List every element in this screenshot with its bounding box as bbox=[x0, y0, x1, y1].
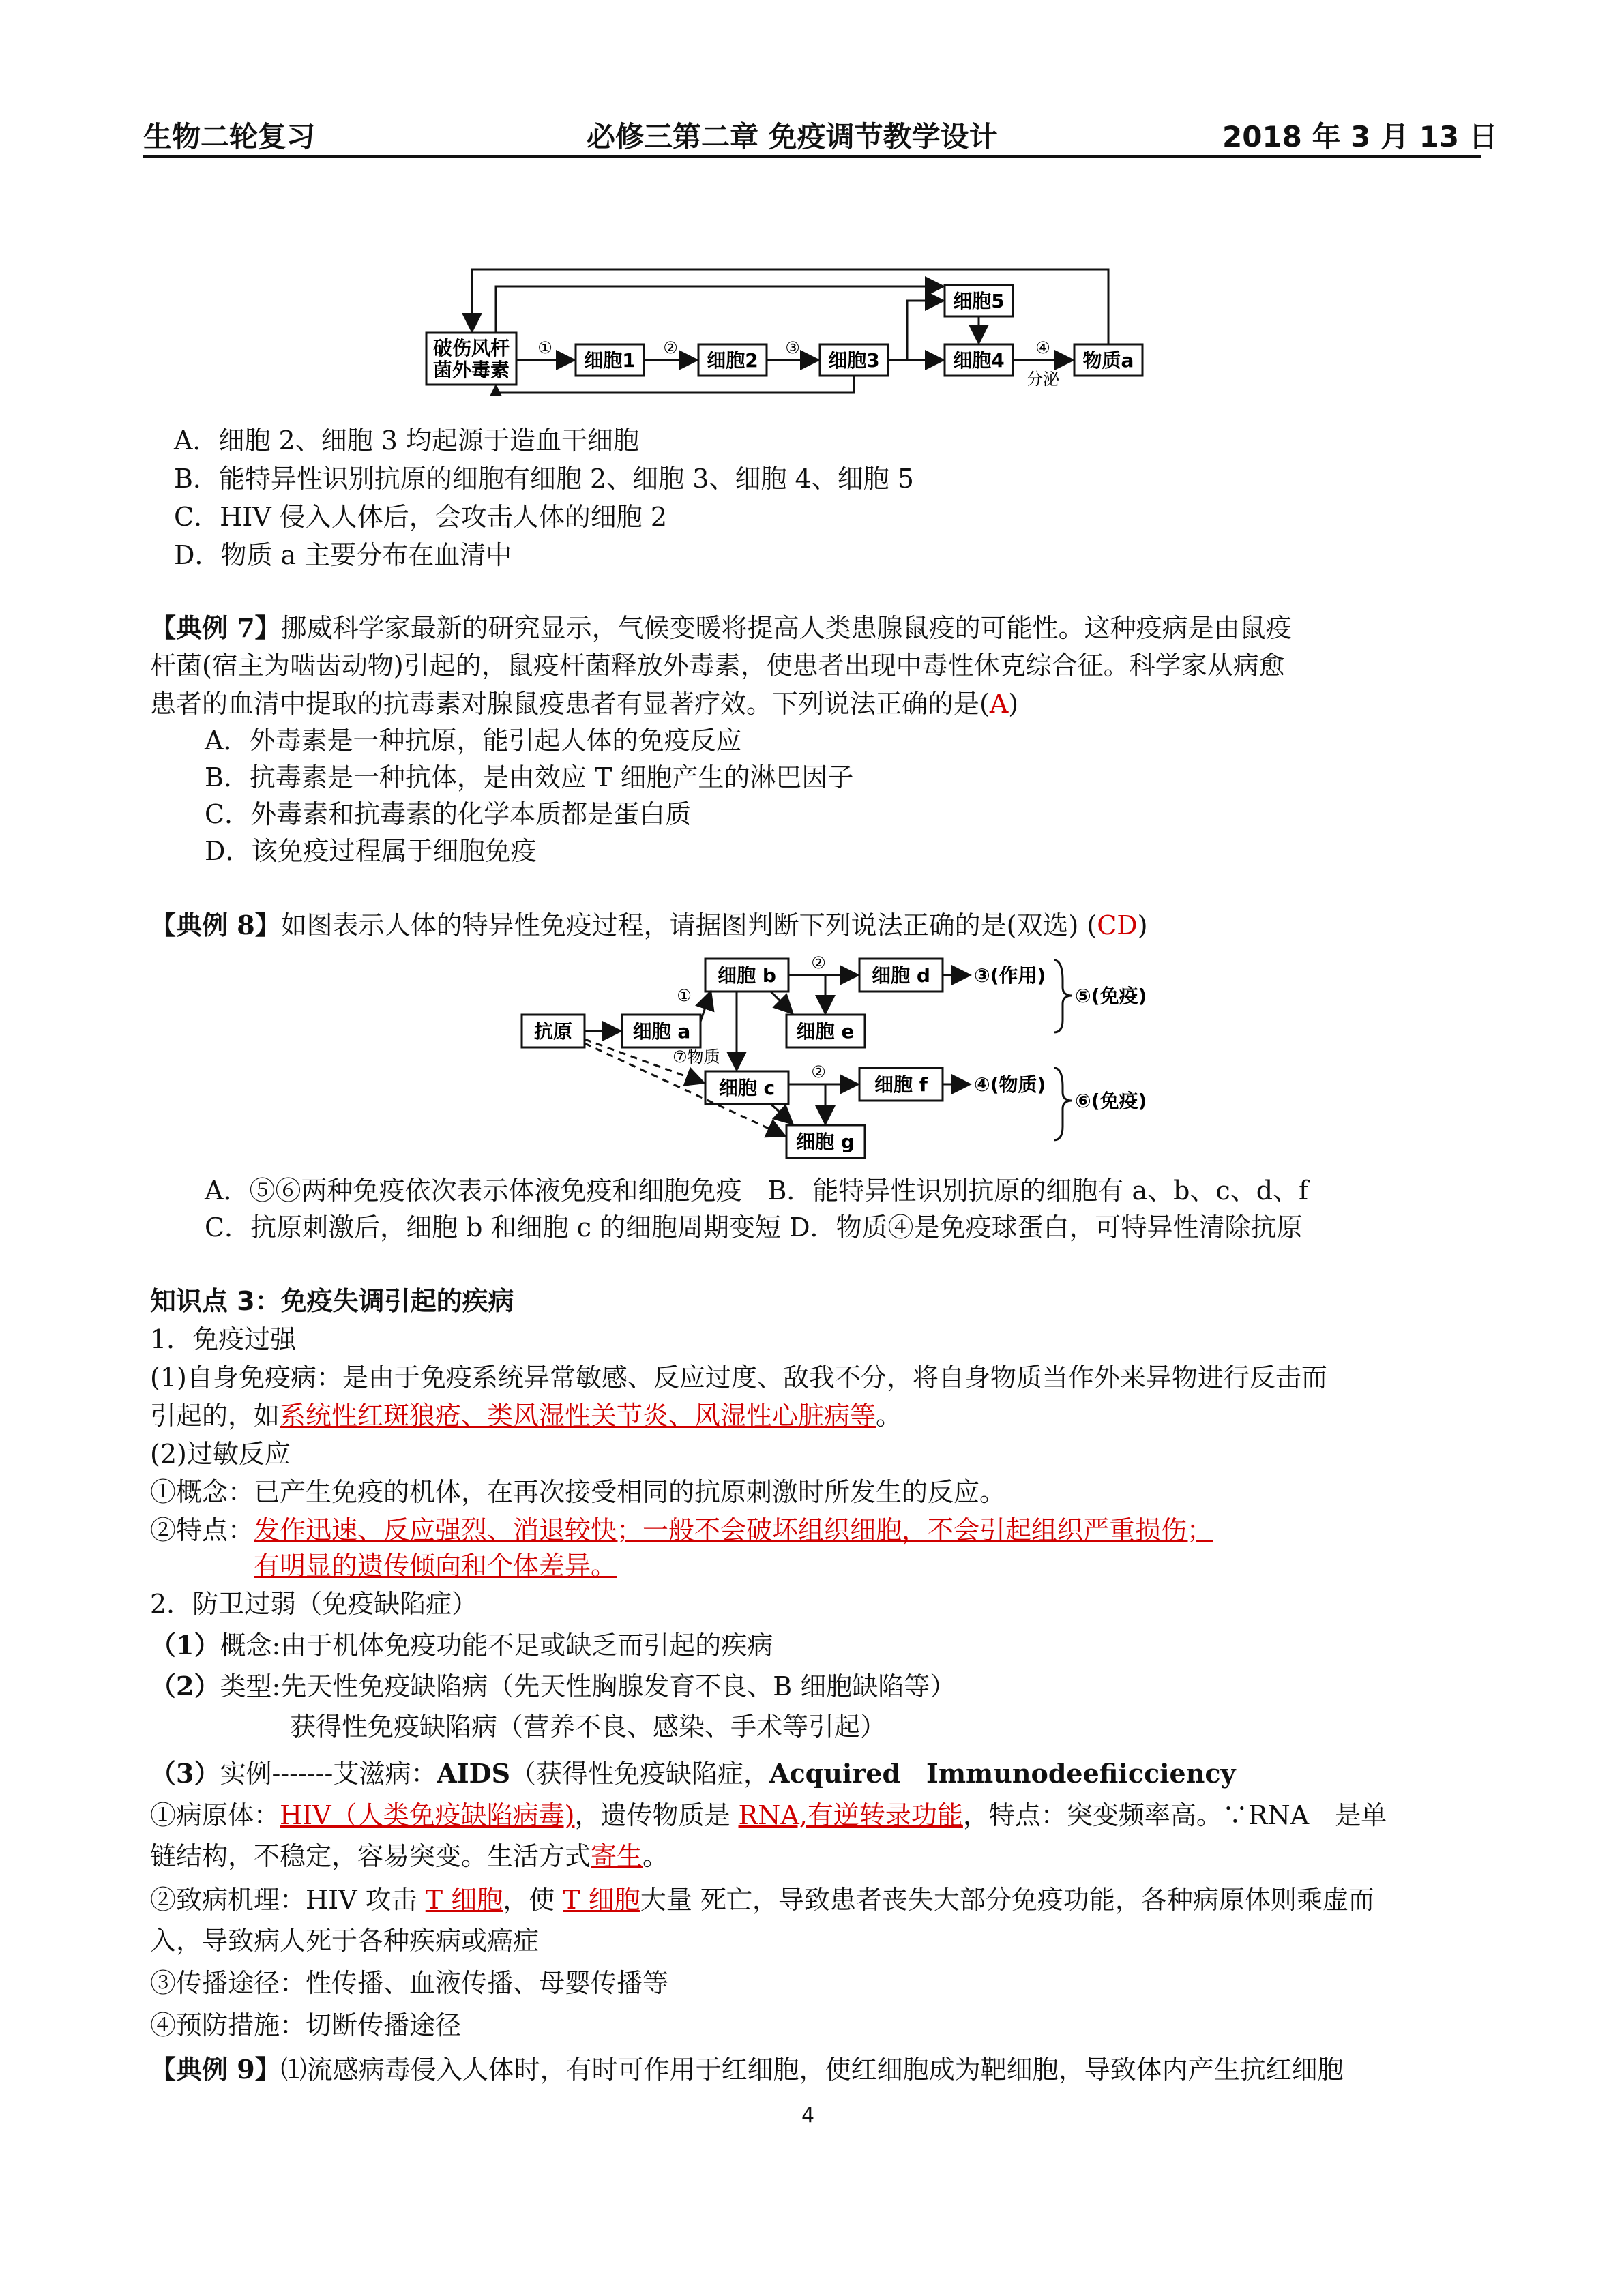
immune-diagram-1 bbox=[409, 259, 1173, 396]
cell-f-label: 细胞 f bbox=[874, 1073, 928, 1096]
header-right: 2018 年 3 月 13 日 bbox=[1222, 120, 1498, 153]
aids-example: （3）实例-------艾滋病：AIDS（获得性免疫缺陷症，Acquired Immunodeefiicciency bbox=[150, 1758, 1236, 1789]
q6-option-d: D．物质 a 主要分布在血清中 bbox=[174, 540, 512, 570]
kp3-section2: 2．防卫过弱（免疫缺陷症） bbox=[150, 1589, 478, 1619]
header-rule bbox=[143, 155, 1481, 158]
cell1-label: 细胞1 bbox=[584, 349, 636, 372]
secrete-label: 分泌 bbox=[1027, 370, 1059, 389]
step4: ④ bbox=[1035, 338, 1050, 357]
source-line1: 破伤风杆 bbox=[432, 337, 510, 359]
q9-label: 【典例 9】 bbox=[150, 2054, 281, 2085]
cell-a-label: 细胞 a bbox=[632, 1020, 691, 1043]
header-center: 必修三第二章 免疫调节教学设计 bbox=[587, 120, 998, 153]
cell-c-label: 细胞 c bbox=[718, 1077, 776, 1099]
pathogen-line2: 链结构，不稳定，容易突变。生活方式寄生。 bbox=[150, 1841, 669, 1871]
allergy-concept: ①概念：已产生免疫的机体，在再次接受相同的抗原刺激时所发生的反应。 bbox=[150, 1477, 1006, 1507]
allergy-feature-line1: ②特点：发作迅速、反应强烈、消退较快；一般不会破坏组织细胞，不会引起组织严重损伤； bbox=[150, 1515, 1213, 1545]
cell-g-label: 细胞 g bbox=[796, 1131, 855, 1153]
antigen-label: 抗原 bbox=[533, 1020, 573, 1043]
step2: ② bbox=[663, 338, 678, 357]
cell2-label: 细胞2 bbox=[707, 349, 758, 372]
cell-e-label: 细胞 e bbox=[796, 1020, 855, 1043]
autoimmune-examples: 系统性红斑狼疮、类风湿性关节炎、风湿性心脏病等 bbox=[280, 1401, 876, 1431]
allergy-heading: (2)过敏反应 bbox=[150, 1439, 291, 1469]
q8-answer: CD bbox=[1097, 910, 1138, 940]
deficiency-concept: （1）概念:由于机体免疫功能不足或缺乏而引起的疾病 bbox=[150, 1630, 773, 1660]
q9-line: 【典例 9】⑴流感病毒侵入人体时，有时可作用于红细胞，使红细胞成为靶细胞，导致体内产生抗红细胞 bbox=[150, 2054, 1344, 2085]
q8-option-cd: C．抗原刺激后，细胞 b 和细胞 c 的细胞周期变短 D．物质④是免疫球蛋白，可特异性清除抗原 bbox=[205, 1212, 1303, 1242]
q7-line1: 【典例 7】挪威科学家最新的研究显示，气候变暖将提高人类患腺鼠疫的可能性。这种疫病是由鼠疫 bbox=[150, 612, 1292, 643]
mechanism-line2: 入，导致病人死于各种疾病或癌症 bbox=[150, 1926, 540, 1956]
q6-option-c: C．HIV 侵入人体后，会攻击人体的细胞 2 bbox=[174, 502, 668, 532]
cell-b-label: 细胞 b bbox=[718, 964, 776, 987]
num-4: ④(物质) bbox=[974, 1073, 1046, 1096]
cell5-label: 细胞5 bbox=[953, 290, 1005, 312]
autoimmune-line2: 引起的，如系统性红斑狼疮、类风湿性关节炎、风湿性心脏病等。 bbox=[150, 1401, 902, 1431]
q6-option-b: B．能特异性识别抗原的细胞有细胞 2、细胞 3、细胞 4、细胞 5 bbox=[174, 464, 914, 494]
num-5: ⑤(免疫) bbox=[1075, 985, 1147, 1007]
source-line2: 菌外毒素 bbox=[432, 359, 510, 381]
num-2-top: ② bbox=[811, 953, 826, 972]
q8-line: 【典例 8】如图表示人体的特异性免疫过程，请据图判断下列说法正确的是(双选) (CD) bbox=[150, 910, 1148, 940]
num-1: ① bbox=[677, 986, 692, 1005]
cell3-label: 细胞3 bbox=[828, 349, 880, 372]
autoimmune-line1: (1)自身免疫病：是由于免疫系统异常敏感、反应过度、敌我不分，将自身物质当作外来异物进行反击而 bbox=[150, 1362, 1327, 1392]
q7-answer: A bbox=[989, 689, 1009, 719]
num-6: ⑥(免疫) bbox=[1075, 1090, 1147, 1112]
q7-option-a: A．外毒素是一种抗原，能引起人体的免疫反应 bbox=[205, 726, 742, 756]
num-7: ⑦物质 bbox=[673, 1047, 720, 1067]
cell4-label: 细胞4 bbox=[953, 349, 1005, 372]
pathogen-line1: ①病原体：HIV（人类免疫缺陷病毒)，遗传物质是 RNA,有逆转录功能，特点：突变频率高。∵RNA 是单 bbox=[150, 1800, 1387, 1830]
prevention: ④预防措施：切断传播途径 bbox=[150, 2010, 462, 2040]
q7-line2: 杆菌(宿主为啮齿动物)引起的，鼠疫杆菌释放外毒素，使患者出现中毒性休克综合征。科学家从病愈 bbox=[150, 651, 1285, 681]
deficiency-types: （2）类型:先天性免疫缺陷病（先天性胸腺发育不良、B 细胞缺陷等） bbox=[150, 1671, 956, 1701]
q6-option-a: A．细胞 2、细胞 3 均起源于造血干细胞 bbox=[174, 426, 640, 456]
mechanism-line1: ②致病机理：HIV 攻击 T 细胞，使 T 细胞大量 死亡，导致患者丧失大部分免疫功能，各种病原体则乘虚而 bbox=[150, 1885, 1374, 1915]
num-2-bottom: ② bbox=[811, 1062, 826, 1082]
q7-option-c: C．外毒素和抗毒素的化学本质都是蛋白质 bbox=[205, 799, 692, 829]
q7-option-b: B．抗毒素是一种抗体，是由效应 T 细胞产生的淋巴因子 bbox=[205, 762, 854, 792]
product-label: 物质a bbox=[1082, 349, 1134, 372]
q7-line3: 患者的血清中提取的抗毒素对腺鼠疫患者有显著疗效。下列说法正确的是(A) bbox=[150, 689, 1019, 719]
cell-d-label: 细胞 d bbox=[872, 964, 930, 987]
step1: ① bbox=[537, 338, 552, 357]
num-3: ③(作用) bbox=[974, 964, 1046, 987]
kp3-title: 知识点 3：免疫失调引起的疾病 bbox=[150, 1286, 514, 1316]
immune-diagram-2 bbox=[512, 946, 1207, 1165]
step3: ③ bbox=[785, 338, 800, 357]
q7-label: 【典例 7】 bbox=[150, 612, 281, 643]
page-number: 4 bbox=[801, 2104, 815, 2128]
allergy-features: 发作迅速、反应强烈、消退较快；一般不会破坏组织细胞，不会引起组织严重损伤； bbox=[254, 1515, 1213, 1545]
q8-label: 【典例 8】 bbox=[150, 910, 281, 940]
q7-option-d: D．该免疫过程属于细胞免疫 bbox=[205, 836, 537, 866]
allergy-feature-line2: 有明显的遗传倾向和个体差异。 bbox=[254, 1551, 617, 1581]
transmission: ③传播途径：性传播、血液传播、母婴传播等 bbox=[150, 1968, 669, 1998]
kp3-section1: 1．免疫过强 bbox=[150, 1324, 297, 1354]
header-left: 生物二轮复习 bbox=[143, 120, 316, 153]
q8-option-ab: A．⑤⑥两种免疫依次表示体液免疫和细胞免疫 B．能特异性识别抗原的细胞有 a、b、c、d、f bbox=[205, 1176, 1309, 1206]
deficiency-acquired: 获得性免疫缺陷病（营养不良、感染、手术等引起） bbox=[290, 1712, 887, 1742]
